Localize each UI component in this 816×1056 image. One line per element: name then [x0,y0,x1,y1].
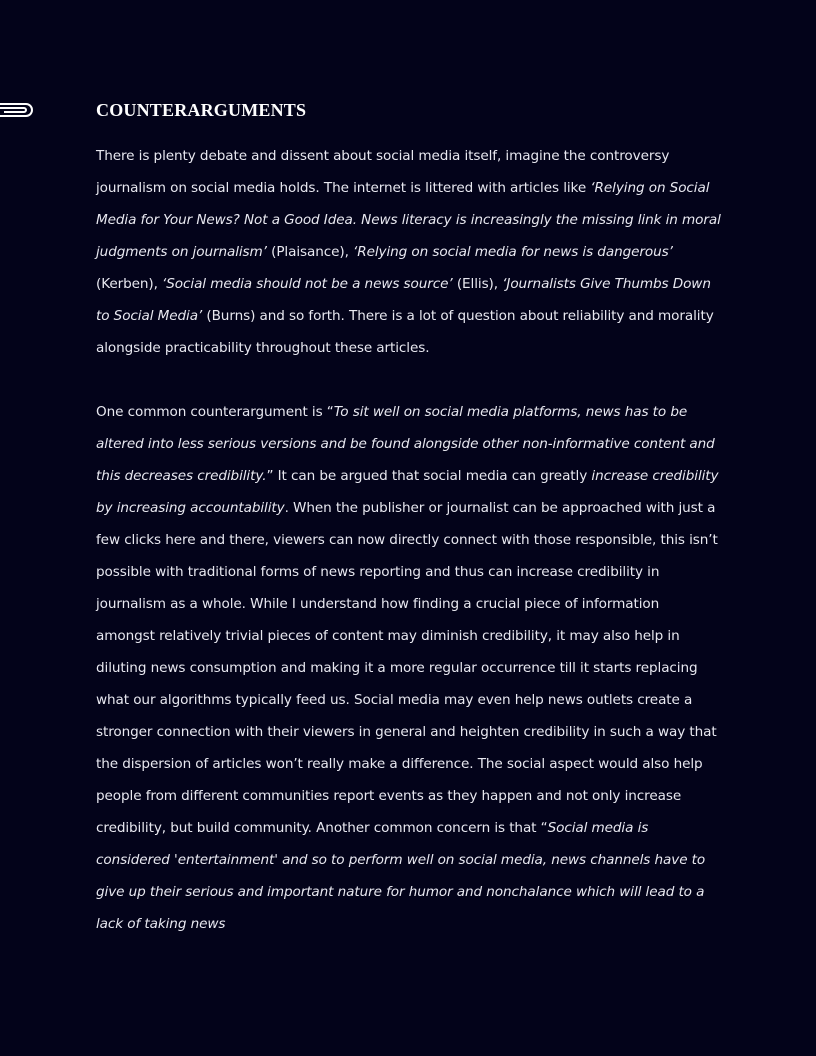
body-text: (Plaisance), [266,244,354,260]
body-text: (Burns) and so forth. There is a lot of question about reliability and morality alongside practicability throughout these articles. [96,308,714,356]
quoted-text: To sit well on social media platforms, news has to be altered into less serious versions and be found alongside other non-informative content and this decreases credibility. [96,404,715,484]
quoted-text: ‘Relying on social media for news is dangerous’ [353,244,673,260]
quoted-text: ‘Social media should not be a news source’ [162,276,453,292]
body-text: (Kerben), [96,276,163,292]
quoted-text: ‘Journalists Give Thumbs Down to Social Media’ [96,276,711,324]
paperclip-icon [0,100,36,120]
section-body [96,140,722,972]
quoted-text: ‘Relying on Social Media for Your News? Not a Good Idea. News literacy is increasingly the missing link in moral judgments on journalism’ [96,180,721,260]
quoted-text: Social media is considered 'entertainment' and so to perform well on social media, news channels have to give up their serious and important nature for humor and nonchalance which will lead to a lack of taking news [96,820,706,932]
body-text: ” It can be argued that social media can greatly [266,468,592,484]
body-text: . When the publisher or journalist can be approached with just a few clicks here and there, viewers can now directly connect with those responsible, this isn’t possible with traditional forms of news reporting and thus can increase credibility in journalism as a whole. While I understand how finding a crucial piece of information amongst relatively trivial pieces of content may diminish credibility, it may also help in diluting news consumption and making it a more regular occurrence till it starts replacing what our algorithms typically feed us. Social media may even help news outlets create a stronger connection with their viewers in general and heighten credibility in such a way that the dispersion of articles won’t really make a difference. The social aspect would also help people from different communities report events as they happen and not only increase credibility, but build community. Another common concern is that “ [96,500,718,836]
paragraph [96,396,722,940]
body-text: (Ellis), [452,276,503,292]
quoted-text: increase credibility by increasing accountability [96,468,719,516]
section-heading: COUNTERARGUMENTS [96,100,307,120]
body-text: There is plenty debate and dissent about social media itself, imagine the controversy journalism on social media holds. The internet is littered with articles like [96,148,670,196]
paragraph [96,140,722,364]
body-text: One common counterargument is “ [96,404,334,420]
